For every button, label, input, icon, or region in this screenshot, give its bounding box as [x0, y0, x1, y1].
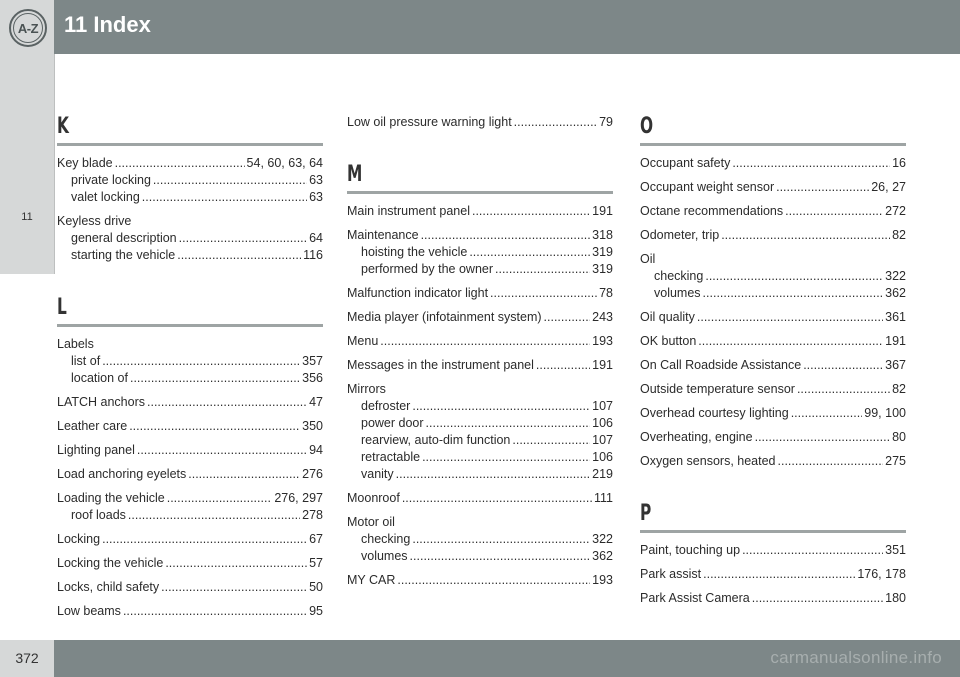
index-term: On Call Roadside Assistance: [640, 358, 802, 372]
index-entry: [347, 333, 613, 350]
section-rule: [57, 143, 323, 146]
page-reference: 351: [885, 543, 906, 557]
index-entry: [57, 213, 323, 264]
dot-leader: [469, 244, 590, 261]
dot-leader: [426, 415, 591, 432]
dot-leader: [732, 155, 890, 172]
index-entry: [57, 466, 323, 483]
dot-leader: [129, 418, 300, 435]
index-entry-line: [347, 357, 613, 374]
page-reference: 193: [592, 573, 613, 587]
index-entry: [640, 542, 906, 559]
index-subentry-line: [57, 230, 323, 247]
dot-leader: [797, 381, 890, 398]
index-term: checking: [654, 269, 704, 283]
page-reference: 80: [892, 430, 906, 444]
index-entry-line: [640, 542, 906, 559]
page-reference: 47: [309, 395, 323, 409]
page-reference: 322: [592, 532, 613, 546]
dot-leader: [412, 531, 590, 548]
page-reference: 191: [592, 358, 613, 372]
index-entry-line: [640, 227, 906, 244]
index-column-3: [640, 114, 906, 614]
index-term: valet locking: [71, 190, 140, 204]
index-term: volumes: [361, 549, 408, 563]
index-term: Keyless drive: [57, 214, 132, 228]
index-entry-line: [640, 333, 906, 350]
page-reference: 191: [592, 204, 613, 218]
section-letter: M: [347, 162, 363, 187]
index-term: Motor oil: [347, 515, 395, 529]
side-tab-label: 11: [21, 211, 33, 223]
index-subentry-line: [347, 398, 613, 415]
dot-leader: [472, 203, 590, 220]
dot-leader: [703, 285, 884, 302]
index-entry: [640, 203, 906, 220]
index-entry: [57, 555, 323, 572]
dot-leader: [495, 261, 590, 278]
badge-label: A-Z: [17, 20, 39, 36]
index-term: Paint, touching up: [640, 543, 741, 557]
dot-leader: [412, 398, 590, 415]
dot-leader: [791, 405, 863, 422]
page-reference: 276, 297: [274, 491, 323, 505]
index-entry: [640, 405, 906, 422]
index-entry-line: [347, 572, 613, 589]
page-reference: 361: [885, 310, 906, 324]
index-entry: [57, 336, 323, 387]
index-entry-line: [640, 179, 906, 196]
index-term: OK button: [640, 334, 697, 348]
index-entry-line: [347, 490, 613, 507]
section-letter: O: [640, 114, 654, 139]
index-term: Oxygen sensors, heated: [640, 454, 776, 468]
index-entry-line: [640, 357, 906, 374]
dot-leader: [147, 394, 307, 411]
index-entry-line: [640, 590, 906, 607]
dot-leader: [130, 370, 300, 387]
index-term: Odometer, trip: [640, 228, 720, 242]
index-subentry-line: [347, 466, 613, 483]
index-subentry-line: [57, 247, 323, 264]
page-reference: 219: [592, 467, 613, 481]
index-entry: [347, 309, 613, 326]
index-entry: [640, 357, 906, 374]
page-reference: 350: [302, 419, 323, 433]
index-term: Oil quality: [640, 310, 695, 324]
index-entry: [57, 394, 323, 411]
index-entry: [347, 490, 613, 507]
index-entry-line: [57, 555, 323, 572]
index-term: Loading the vehicle: [57, 491, 165, 505]
page-reference: 191: [885, 334, 906, 348]
index-term: private locking: [71, 173, 151, 187]
index-term: Leather care: [57, 419, 128, 433]
index-term: checking: [361, 532, 411, 546]
index-term: LATCH anchors: [57, 395, 145, 409]
index-term: Low beams: [57, 604, 121, 618]
dot-leader: [536, 357, 590, 374]
page-reference: 319: [592, 245, 613, 259]
page-reference: 78: [599, 286, 613, 300]
index-subentry-line: [640, 285, 906, 302]
section-gap: [347, 138, 613, 162]
index-entry: [640, 381, 906, 398]
dot-leader: [165, 555, 307, 572]
dot-leader: [142, 189, 307, 206]
index-entry: [57, 490, 323, 524]
index-entry: [57, 442, 323, 459]
index-term: Lighting panel: [57, 443, 135, 457]
dot-leader: [397, 572, 590, 589]
index-subentry-line: [57, 353, 323, 370]
index-term: Main instrument panel: [347, 204, 470, 218]
index-entry: [347, 572, 613, 589]
page-reference: 95: [309, 604, 323, 618]
page-reference: 26, 27: [871, 180, 906, 194]
index-entry-line: [640, 381, 906, 398]
page-reference: 275: [885, 454, 906, 468]
index-term: Occupant weight sensor: [640, 180, 775, 194]
section-gap: [57, 271, 323, 295]
dot-leader: [153, 172, 307, 189]
page-reference: 278: [302, 508, 323, 522]
index-term: Park Assist Camera: [640, 591, 750, 605]
index-column-1: [57, 114, 323, 627]
index-term: Outside temperature sensor: [640, 382, 795, 396]
page-reference: 16: [892, 156, 906, 170]
index-entry-line: [57, 531, 323, 548]
index-entry-line: [57, 490, 323, 507]
dot-leader: [698, 333, 883, 350]
a-z-index-icon: [9, 9, 47, 47]
index-term: Locks, child safety: [57, 580, 160, 594]
index-entry: [640, 590, 906, 607]
index-entry-line: [640, 309, 906, 326]
index-term: Messages in the instrument panel: [347, 358, 534, 372]
dot-leader: [421, 227, 591, 244]
index-term: Locking: [57, 532, 101, 546]
dot-leader: [167, 490, 273, 507]
index-entry-line: [640, 453, 906, 470]
index-entry-line: [640, 429, 906, 446]
index-entry: [347, 381, 613, 483]
page-reference: 322: [885, 269, 906, 283]
page-reference: 116: [303, 248, 323, 262]
index-term: Mirrors: [347, 382, 386, 396]
dot-leader: [396, 466, 590, 483]
chapter-side-tab: [0, 54, 55, 274]
index-term: list of: [71, 354, 101, 368]
dot-leader: [402, 490, 592, 507]
dot-leader: [705, 268, 883, 285]
chapter-title: 11 Index: [64, 12, 151, 37]
index-entry: [347, 357, 613, 374]
index-entry-line: [347, 309, 613, 326]
index-entry: [57, 418, 323, 435]
index-entry-line: [347, 333, 613, 350]
dot-leader: [102, 531, 307, 548]
page-reference: 63: [309, 173, 323, 187]
index-entry: [57, 531, 323, 548]
index-term: Occupant safety: [640, 156, 731, 170]
index-entry: [347, 203, 613, 220]
index-term: MY CAR: [347, 573, 396, 587]
section-letter: P: [640, 501, 652, 526]
index-subentry-line: [347, 548, 613, 565]
index-subentry-line: [347, 244, 613, 261]
index-entry: [640, 155, 906, 172]
index-term: Maintenance: [347, 228, 419, 242]
index-term: Key blade: [57, 156, 113, 170]
index-entry: [640, 566, 906, 583]
index-entry-line: [640, 251, 906, 268]
section-rule: [640, 530, 906, 533]
index-entry: [347, 227, 613, 278]
index-entry-line: [347, 285, 613, 302]
page-reference: 180: [885, 591, 906, 605]
page-reference: 193: [592, 334, 613, 348]
index-entry: [640, 227, 906, 244]
index-entry-line: [640, 203, 906, 220]
index-entry-line: [347, 381, 613, 398]
dot-leader: [161, 579, 307, 596]
page-reference: 82: [892, 228, 906, 242]
dot-leader: [115, 155, 245, 172]
index-entry-line: [57, 603, 323, 620]
index-entry: [640, 429, 906, 446]
index-entry: [57, 603, 323, 620]
index-entry: [57, 155, 323, 206]
dot-leader: [102, 353, 300, 370]
section-rule: [57, 324, 323, 327]
page-reference: 107: [592, 399, 613, 413]
index-entry: [640, 333, 906, 350]
index-term: Moonroof: [347, 491, 400, 505]
index-term: Park assist: [640, 567, 702, 581]
page-reference: 79: [599, 115, 613, 129]
index-term: starting the vehicle: [71, 248, 176, 262]
index-term: volumes: [654, 286, 701, 300]
index-term: rearview, auto-dim function: [361, 433, 511, 447]
index-entry: [347, 514, 613, 565]
dot-leader: [742, 542, 883, 559]
page-reference: 107: [592, 433, 613, 447]
index-term: Load anchoring eyelets: [57, 467, 187, 481]
dot-leader: [177, 247, 301, 264]
index-subentry-line: [347, 415, 613, 432]
watermark: carmanualsonline.info: [770, 648, 942, 667]
section-rule: [640, 143, 906, 146]
dot-leader: [179, 230, 307, 247]
index-term: Menu: [347, 334, 379, 348]
index-badge-box: [0, 0, 54, 54]
index-subentry-line: [640, 268, 906, 285]
page-number: 372: [15, 650, 39, 666]
index-entry-line: [640, 155, 906, 172]
index-entry-line: [347, 114, 613, 131]
index-subentry-line: [347, 531, 613, 548]
index-entry: [347, 285, 613, 302]
index-entry-line: [57, 579, 323, 596]
index-entry-line: [57, 336, 323, 353]
dot-leader: [123, 603, 307, 620]
index-term: Octane recommendations: [640, 204, 784, 218]
index-subentry-line: [57, 370, 323, 387]
index-entry-line: [57, 442, 323, 459]
dot-leader: [128, 507, 300, 524]
index-term: general description: [71, 231, 177, 245]
index-term: defroster: [361, 399, 411, 413]
dot-leader: [721, 227, 890, 244]
dot-leader: [188, 466, 300, 483]
index-subentry-line: [57, 189, 323, 206]
index-entry-line: [57, 394, 323, 411]
index-term: retractable: [361, 450, 421, 464]
index-term: power door: [361, 416, 424, 430]
index-term: Media player (infotainment system): [347, 310, 542, 324]
dot-leader: [776, 179, 869, 196]
index-term: roof loads: [71, 508, 126, 522]
dot-leader: [137, 442, 307, 459]
page-reference: 106: [592, 416, 613, 430]
section-letter: K: [57, 114, 69, 139]
page-reference: 94: [309, 443, 323, 457]
dot-leader: [755, 429, 891, 446]
page-reference: 319: [592, 262, 613, 276]
index-term: location of: [71, 371, 128, 385]
section-gap: [640, 477, 906, 501]
page-reference: 367: [885, 358, 906, 372]
page-reference: 57: [309, 556, 323, 570]
index-entry: [640, 309, 906, 326]
dot-leader: [544, 309, 591, 326]
index-entry: [57, 579, 323, 596]
index-term: vanity: [361, 467, 394, 481]
dot-leader: [752, 590, 883, 607]
page-reference: 106: [592, 450, 613, 464]
page-reference: 54, 60, 63, 64: [246, 156, 323, 170]
dot-leader: [803, 357, 883, 374]
dot-leader: [697, 309, 883, 326]
index-entry-line: [347, 514, 613, 531]
index-term: Malfunction indicator light: [347, 286, 489, 300]
page-reference: 50: [309, 580, 323, 594]
page-reference: 357: [302, 354, 323, 368]
page-reference: 243: [592, 310, 613, 324]
index-entry: [347, 114, 613, 131]
page-reference: 272: [885, 204, 906, 218]
index-entry-line: [347, 227, 613, 244]
dot-leader: [380, 333, 590, 350]
page-reference: 82: [892, 382, 906, 396]
page-reference: 67: [309, 532, 323, 546]
index-entry: [640, 453, 906, 470]
page-reference: 111: [593, 491, 613, 505]
index-subentry-line: [57, 507, 323, 524]
dot-leader: [778, 453, 884, 470]
index-entry-line: [57, 466, 323, 483]
page-reference: 64: [309, 231, 323, 245]
page-reference: 362: [592, 549, 613, 563]
index-term: Overhead courtesy lighting: [640, 406, 789, 420]
page-reference: 318: [592, 228, 613, 242]
dot-leader: [785, 203, 883, 220]
index-subentry-line: [347, 432, 613, 449]
dot-leader: [703, 566, 855, 583]
index-entry-line: [640, 566, 906, 583]
index-column-2: [347, 114, 613, 596]
page-reference: 362: [885, 286, 906, 300]
index-entry-line: [347, 203, 613, 220]
index-term: Overheating, engine: [640, 430, 753, 444]
page-reference: 356: [302, 371, 323, 385]
page-reference: 99, 100: [864, 406, 906, 420]
index-subentry-line: [347, 449, 613, 466]
index-term: Locking the vehicle: [57, 556, 164, 570]
index-entry-line: [640, 405, 906, 422]
index-entry-line: [57, 213, 323, 230]
index-term: performed by the owner: [361, 262, 494, 276]
page-reference: 63: [309, 190, 323, 204]
index-term: Labels: [57, 337, 94, 351]
index-term: hoisting the vehicle: [361, 245, 468, 259]
dot-leader: [422, 449, 590, 466]
index-entry-line: [57, 155, 323, 172]
page-reference: 276: [302, 467, 323, 481]
dot-leader: [512, 432, 590, 449]
section-rule: [347, 191, 613, 194]
page-reference: 176, 178: [857, 567, 906, 581]
dot-leader: [410, 548, 591, 565]
index-subentry-line: [57, 172, 323, 189]
index-entry: [640, 251, 906, 302]
index-entry-line: [57, 418, 323, 435]
index-term: Oil: [640, 252, 656, 266]
dot-leader: [514, 114, 597, 131]
index-term: Low oil pressure warning light: [347, 115, 512, 129]
dot-leader: [490, 285, 597, 302]
section-letter: L: [57, 295, 67, 320]
index-entry: [640, 179, 906, 196]
index-subentry-line: [347, 261, 613, 278]
